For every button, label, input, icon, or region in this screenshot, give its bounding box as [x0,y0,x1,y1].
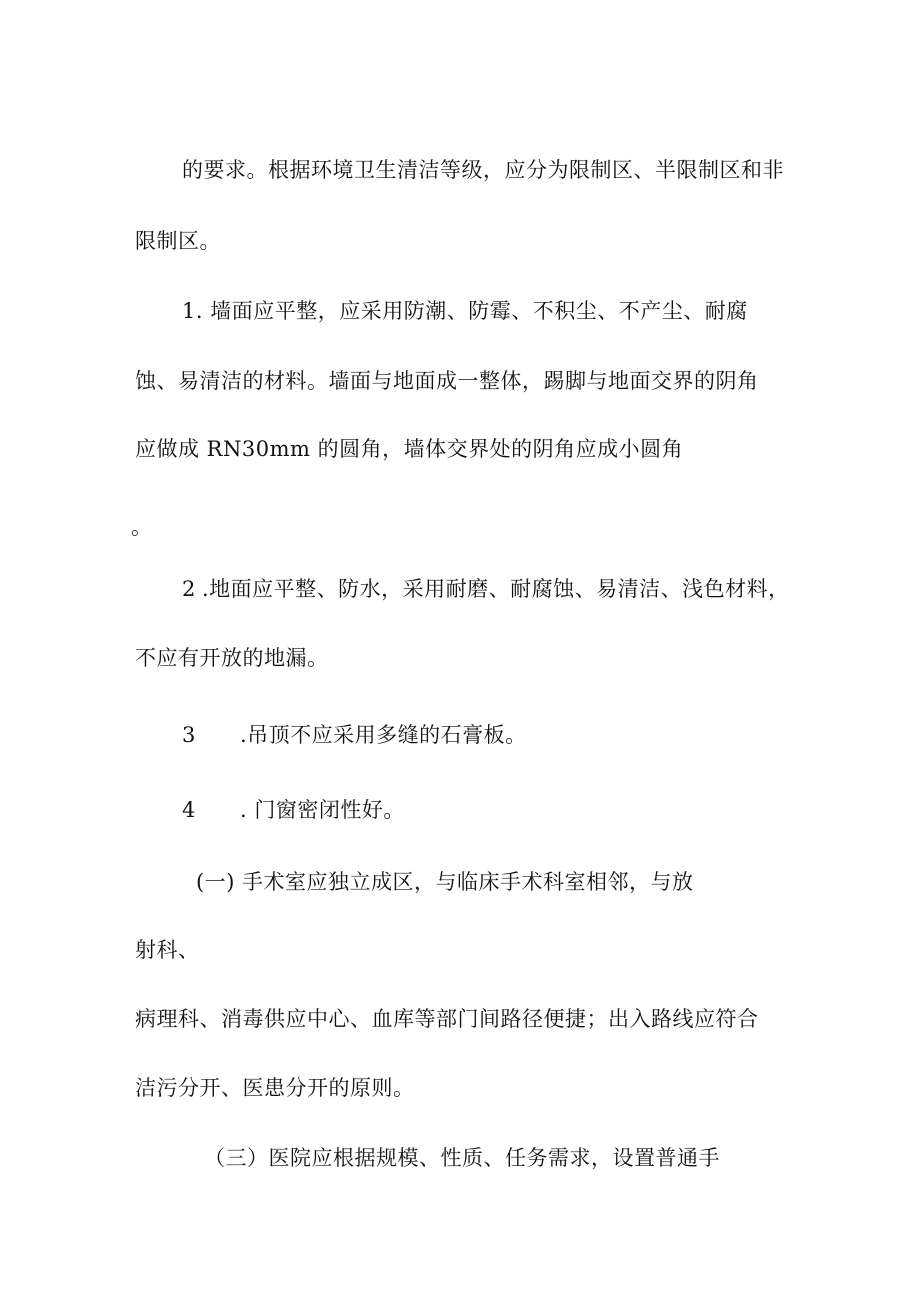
item2-text: .地面应平整、防水，采用耐磨、耐腐蚀、易清洁、浅色材料， [202,577,790,601]
intro-line-1: 的要求。根据环境卫生清洁等级，应分为限制区、半限制区和非 [182,158,784,182]
item3-line [182,720,527,750]
section-one-line-4: 洁污分开、医患分开的原则。 [135,1076,415,1100]
section-one-line-2: 射科、 [135,938,200,962]
section-one-line-1: (一) 手术室应独立成区，与临床手术科室相邻，与放 [196,870,694,894]
item1-line-1: 1. 墙面应平整，应采用防潮、防霉、不积尘、不产尘、耐腐 [182,299,748,323]
item2-line-1 [182,574,790,604]
item4-number: 4 [182,798,196,822]
section-one-line-3: 病理科、消毒供应中心、血库等部门间路径便捷；出入路线应符合 [135,1007,759,1031]
item3-text: .吊顶不应采用多缝的石膏板。 [240,723,527,747]
item2-line-2: 不应有开放的地漏。 [135,646,329,670]
item3-number: 3 [182,723,196,747]
intro-line-2: 限制区。 [135,229,221,253]
item1-line-2: 蚀、易清洁的材料。墙面与地面成一整体，踢脚与地面交界的阴角 [135,369,759,393]
item4-text: . 门窗密闭性好。 [240,798,405,822]
section-three-line-1: （三）医院应根据规模、性质、任务需求，设置普通手 [204,1146,720,1170]
item4-line [182,795,405,825]
item1-line-3: 应做成 RN30mm 的圆角，墙体交界处的阴角应成小圆角 [135,437,684,461]
item1-line-4: 。 [131,515,153,539]
item2-number: 2 [182,577,196,601]
